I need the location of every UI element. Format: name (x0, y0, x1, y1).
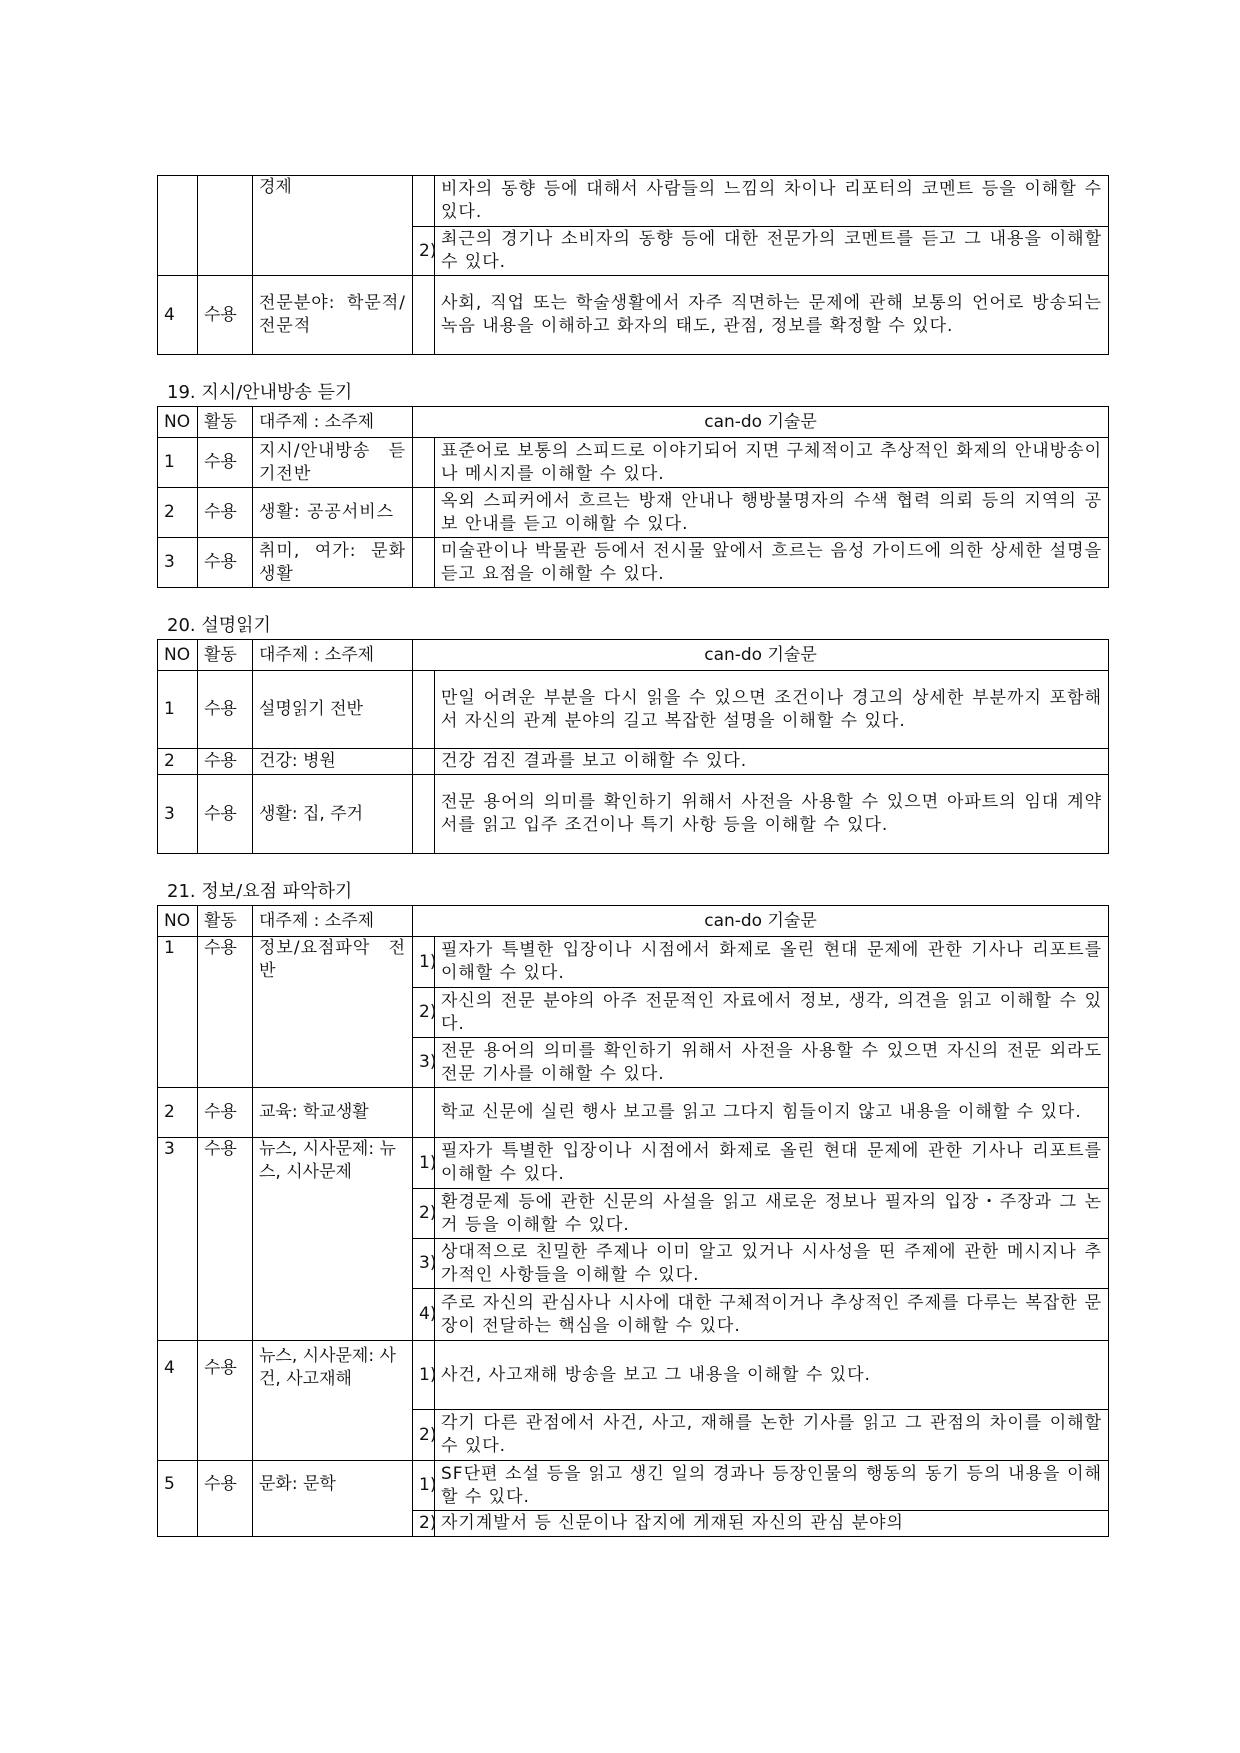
table-row (158, 775, 1109, 854)
item-number: 3) (413, 1038, 435, 1088)
no-cell: 2 (158, 488, 198, 538)
no-cell: 4 (158, 1341, 198, 1461)
cando-text: SF단편 소설 등을 읽고 생긴 일의 경과나 등장인물의 행동의 동기 등의 내용을 이해할 수 있다. (435, 1461, 1109, 1511)
table-row (158, 438, 1109, 488)
no-cell: 2 (158, 1088, 198, 1138)
cando-text: 자신의 전문 분야의 아주 전문적인 자료에서 정보, 생각, 의견을 읽고 이해할 수 있다. (435, 988, 1109, 1038)
item-number (413, 488, 435, 538)
header-cando: can-do 기술문 (413, 407, 1109, 438)
cando-text: 학교 신문에 실린 행사 보고를 읽고 그다지 힘들이지 않고 내용을 이해할 수 있다. (435, 1088, 1109, 1138)
header-cando: can-do 기술문 (413, 640, 1109, 671)
activity-cell: 수용 (198, 1461, 253, 1537)
item-number: 2) (413, 1410, 435, 1461)
topic-cell: 경제 (253, 176, 413, 276)
activity-cell: 수용 (198, 749, 253, 775)
item-number (413, 538, 435, 588)
activity-cell: 수용 (198, 438, 253, 488)
cando-text: 자기계발서 등 신문이나 잡지에 게재된 자신의 관심 분야의 (435, 1511, 1109, 1537)
cando-text: 옥외 스피커에서 흐르는 방재 안내나 행방불명자의 수색 협력 의뢰 등의 지역의 공보 안내를 듣고 이해할 수 있다. (435, 488, 1109, 538)
header-cando: can-do 기술문 (413, 906, 1109, 937)
table-row (158, 176, 1109, 227)
activity-cell: 수용 (198, 1341, 253, 1461)
no-cell (158, 176, 198, 276)
table-row (158, 937, 1109, 988)
topic-cell: 정보/요점파악 전반 (253, 937, 413, 1088)
topic-cell: 문화: 문학 (253, 1461, 413, 1537)
cando-text: 표준어로 보통의 스피드로 이야기되어 지면 구체적이고 추상적인 화제의 안내방송이나 메시지를 이해할 수 있다. (435, 438, 1109, 488)
no-cell: 1 (158, 937, 198, 1088)
activity-cell: 수용 (198, 538, 253, 588)
item-number (413, 1088, 435, 1138)
topic-cell: 생활: 집, 주거 (253, 775, 413, 854)
topic-cell: 교육: 학교생활 (253, 1088, 413, 1138)
table-row (158, 1461, 1109, 1511)
header-topic: 대주제 : 소주제 (253, 407, 413, 438)
no-cell: 1 (158, 671, 198, 749)
item-number: 1) (413, 1461, 435, 1511)
activity-cell: 수용 (198, 1138, 253, 1341)
cando-text: 최근의 경기나 소비자의 동향 등에 대한 전문가의 코멘트를 듣고 그 내용을 이해할 수 있다. (435, 227, 1109, 276)
cando-text: 만일 어려운 부분을 다시 읽을 수 있으면 조건이나 경고의 상세한 부분까지 포함해서 자신의 관계 분야의 길고 복잡한 설명을 이해할 수 있다. (435, 671, 1109, 749)
item-number: 1) (413, 1341, 435, 1410)
item-number (413, 749, 435, 775)
item-number: 2) (413, 227, 435, 276)
header-topic: 대주제 : 소주제 (253, 640, 413, 671)
section-19-table (157, 406, 1109, 588)
cando-text: 주로 자신의 관심사나 시사에 대한 구체적이거나 추상적인 주제를 다루는 복잡한 문장이 전달하는 핵심을 이해할 수 있다. (435, 1289, 1109, 1341)
no-cell: 1 (158, 438, 198, 488)
topic-cell: 취미, 여가: 문화생활 (253, 538, 413, 588)
activity-cell (198, 176, 253, 276)
item-number: 2) (413, 988, 435, 1038)
topic-cell: 전문분야: 학문적/전문적 (253, 276, 413, 355)
cando-text: 각기 다른 관점에서 사건, 사고, 재해를 논한 기사를 읽고 그 관점의 차이를 이해할 수 있다. (435, 1410, 1109, 1461)
header-activity: 활동 (198, 906, 253, 937)
cando-text: 사건, 사고재해 방송을 보고 그 내용을 이해할 수 있다. (435, 1341, 1109, 1410)
item-number: 4) (413, 1289, 435, 1341)
no-cell: 2 (158, 749, 198, 775)
section-title-20: 20. 설명읽기 (167, 615, 271, 636)
section-title-19: 19. 지시/안내방송 듣기 (167, 382, 353, 403)
table-row (158, 1088, 1109, 1138)
no-cell: 4 (158, 276, 198, 355)
no-cell: 3 (158, 1138, 198, 1341)
no-cell: 3 (158, 775, 198, 854)
item-number: 1) (413, 1138, 435, 1189)
cando-text: 환경문제 등에 관한 신문의 사설을 읽고 새로운 정보나 필자의 입장・주장과 그 논거 등을 이해할 수 있다. (435, 1189, 1109, 1239)
header-activity: 활동 (198, 640, 253, 671)
activity-cell: 수용 (198, 937, 253, 1088)
no-cell: 5 (158, 1461, 198, 1537)
cando-text: 비자의 동향 등에 대해서 사람들의 느낌의 차이나 리포터의 코멘트 등을 이해할 수 있다. (435, 176, 1109, 227)
header-no: NO (158, 906, 198, 937)
no-cell: 3 (158, 538, 198, 588)
header-no: NO (158, 640, 198, 671)
table-row (158, 671, 1109, 749)
activity-cell: 수용 (198, 1088, 253, 1138)
cando-text: 미술관이나 박물관 등에서 전시물 앞에서 흐르는 음성 가이드에 의한 상세한 설명을 듣고 요점을 이해할 수 있다. (435, 538, 1109, 588)
cando-text: 전문 용어의 의미를 확인하기 위해서 사전을 사용할 수 있으면 아파트의 임대 계약서를 읽고 입주 조건이나 특기 사항 등을 이해할 수 있다. (435, 775, 1109, 854)
activity-cell: 수용 (198, 671, 253, 749)
topic-cell: 지시/안내방송 듣기전반 (253, 438, 413, 488)
table-row (158, 749, 1109, 775)
item-number: 2) (413, 1511, 435, 1537)
cando-text: 필자가 특별한 입장이나 시점에서 화제로 올린 현대 문제에 관한 기사나 리포트를 이해할 수 있다. (435, 937, 1109, 988)
section-title-21: 21. 정보/요점 파악하기 (167, 881, 353, 902)
cando-text: 상대적으로 친밀한 주제나 이미 알고 있거나 시사성을 띤 주제에 관한 메시지나 추가적인 사항들을 이해할 수 있다. (435, 1239, 1109, 1289)
document-page (157, 175, 1109, 1537)
cando-text: 건강 검진 결과를 보고 이해할 수 있다. (435, 749, 1109, 775)
cando-text: 사회, 직업 또는 학술생활에서 자주 직면하는 문제에 관해 보통의 언어로 방송되는 녹음 내용을 이해하고 화자의 태도, 관점, 정보를 확정할 수 있다. (435, 276, 1109, 355)
table-row (158, 488, 1109, 538)
topic-cell: 생활: 공공서비스 (253, 488, 413, 538)
item-number: 1) (413, 937, 435, 988)
header-row (158, 407, 1109, 438)
header-topic: 대주제 : 소주제 (253, 906, 413, 937)
topic-cell: 설명읽기 전반 (253, 671, 413, 749)
topic-cell: 뉴스, 시사문제: 뉴스, 시사문제 (253, 1138, 413, 1341)
activity-cell: 수용 (198, 775, 253, 854)
topic-cell: 뉴스, 시사문제: 사건, 사고재해 (253, 1341, 413, 1461)
cando-text: 필자가 특별한 입장이나 시점에서 화제로 올린 현대 문제에 관한 기사나 리포트를 이해할 수 있다. (435, 1138, 1109, 1189)
header-activity: 활동 (198, 407, 253, 438)
header-row (158, 640, 1109, 671)
item-number: 3) (413, 1239, 435, 1289)
section-21-table (157, 905, 1109, 1537)
activity-cell: 수용 (198, 488, 253, 538)
header-no: NO (158, 407, 198, 438)
item-number (413, 671, 435, 749)
topic-cell: 건강: 병원 (253, 749, 413, 775)
item-number: 2) (413, 1189, 435, 1239)
table-row (158, 276, 1109, 355)
continuation-table (157, 175, 1109, 355)
table-row (158, 538, 1109, 588)
header-row (158, 906, 1109, 937)
item-number (413, 276, 435, 355)
activity-cell: 수용 (198, 276, 253, 355)
item-number (413, 775, 435, 854)
table-row (158, 1138, 1109, 1189)
item-number (413, 438, 435, 488)
cando-text: 전문 용어의 의미를 확인하기 위해서 사전을 사용할 수 있으면 자신의 전문 외라도 전문 기사를 이해할 수 있다. (435, 1038, 1109, 1088)
section-20-table (157, 639, 1109, 854)
item-number (413, 176, 435, 227)
table-row (158, 1341, 1109, 1410)
